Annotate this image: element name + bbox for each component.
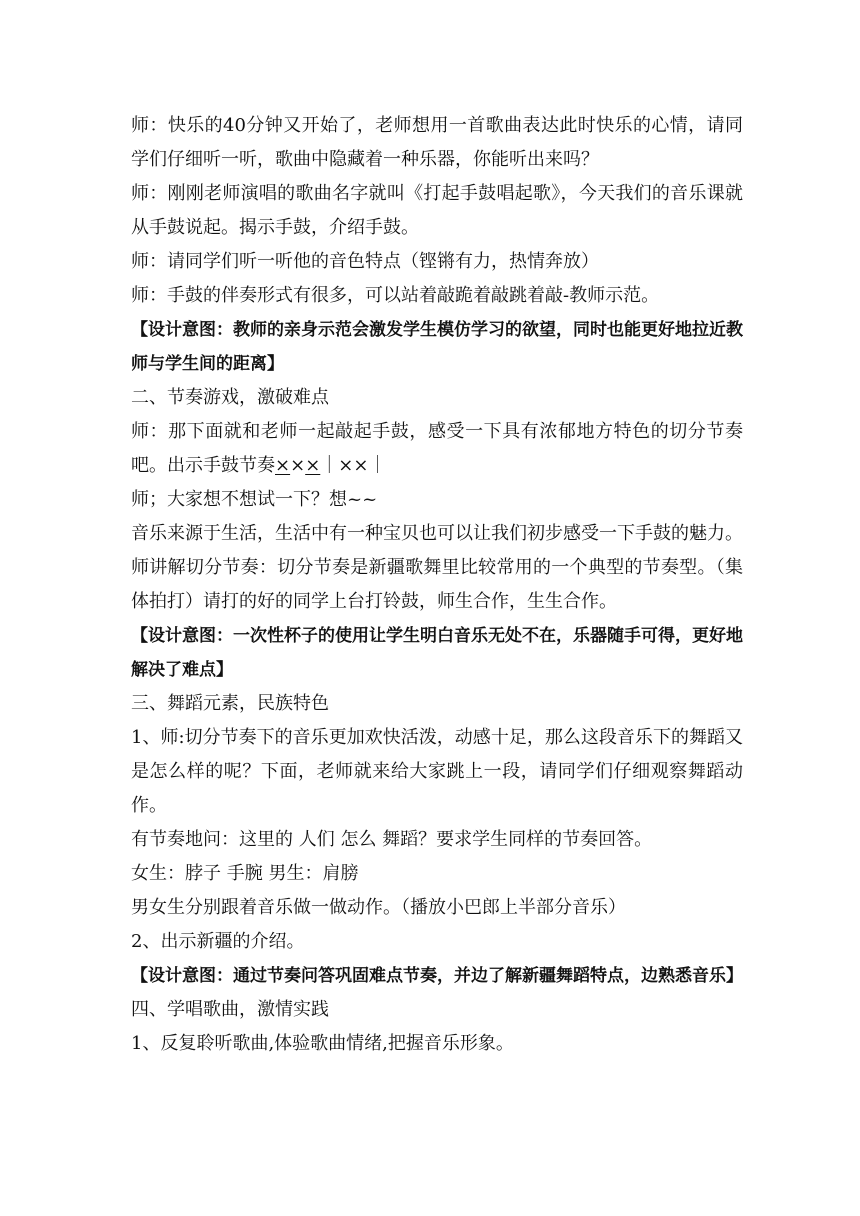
rhythm-note-1: × [275,455,291,476]
paragraph-dance: 1、师:切分节奏下的音乐更加欢快活泼，动感十足，那么这段音乐下的舞蹈又是怎么样的呢？下面，老师就来给大家跳上一段，请同学们仔细观察舞蹈动作。 [131,727,743,816]
section-heading-3: 三、舞蹈元素，民族特色 [131,693,329,714]
design-intent-note-3: 【设计意图：通过节奏问答巩固难点节奏，并边了解新疆舞蹈特点，边熟悉音乐】 [131,966,743,986]
rhythm-note-4: ｜××｜ [320,455,387,476]
paragraph-syncopation: 师讲解切分节奏：切分节奏是新疆歌舞里比较常用的一个典型的节奏型。（集体拍打）请打的好的同学上台打铃鼓，师生合作，生生合作。 [131,557,743,612]
paragraph-rhythm-question: 有节奏地问：这里的 人们 怎么 舞蹈？要求学生同样的节奏回答。 [131,829,653,850]
paragraph-try: 师；大家想不想试一下？想~~ [131,489,378,510]
paragraph-rhythm-intro [131,415,743,483]
rhythm-note-2: × [290,455,306,476]
document-body [131,109,743,1061]
design-intent-note-2: 【设计意图：一次性杯子的使用让学生明白音乐无处不在，乐器随手可得，更好地解决了难点】 [131,626,743,680]
paragraph-accompaniment: 师：手鼓的伴奏形式有很多，可以站着敲跪着敲跳着敲-教师示范。 [131,285,660,306]
paragraph-timbre: 师：请同学们听一听他的音色特点（铿锵有力，热情奔放） [131,251,599,272]
design-intent-note-1: 【设计意图：教师的亲身示范会激发学生模仿学习的欲望，同时也能更好地拉近教师与学生间的距离】 [131,320,743,374]
paragraph-music-movement: 男女生分别跟着音乐做一做动作。（播放小巴郎上半部分音乐） [131,897,626,918]
paragraph-life: 音乐来源于生活，生活中有一种宝贝也可以让我们初步感受一下手鼓的魅力。 [131,523,743,544]
paragraph-song-title: 师：刚刚老师演唱的歌曲名字就叫《打起手鼓唱起歌》，今天我们的音乐课就从手鼓说起。揭示手鼓，介绍手鼓。 [131,183,743,238]
section-heading-4: 四、学唱歌曲，激情实践 [131,999,329,1020]
paragraph-teacher-intro: 师：快乐的40分钟又开始了，老师想用一首歌曲表达此时快乐的心情，请同学们仔细听一听，歌曲中隐藏着一种乐器，你能听出来吗？ [131,115,743,170]
paragraph-xinjiang-intro: 2、出示新疆的介绍。 [131,931,305,952]
rhythm-note-3: × [305,455,321,476]
paragraph-listen-song: 1、反复聆听歌曲,体验歌曲情绪,把握音乐形象。 [131,1033,514,1054]
section-heading-2: 二、节奏游戏，激破难点 [131,387,329,408]
rhythm-intro-text: 师：那下面就和老师一起敲起手鼓，感受一下具有浓郁地方特色的切分节奏吧。出示手鼓节奏 [131,421,743,476]
paragraph-body-parts: 女生：脖子 手腕 男生：肩膀 [131,863,359,884]
